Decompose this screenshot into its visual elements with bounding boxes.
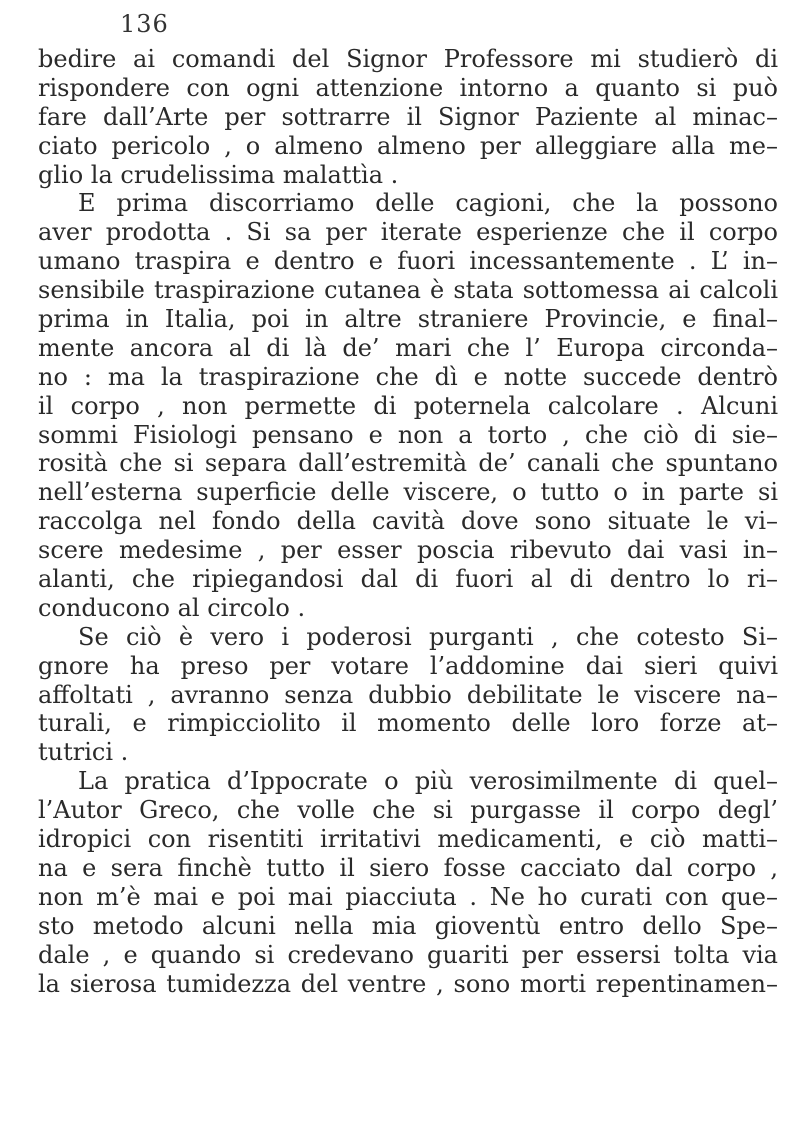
text-line: il corpo , non permette di poternela calcolare . Alcuni <box>38 391 778 420</box>
text-line: scere medesime , per esser poscia ribevuto dai vasi in– <box>38 536 778 565</box>
text-line: dale , e quando si credevano guariti per essersi tolta via <box>38 940 778 969</box>
text-line: gnore ha preso per votare l’addomine dai sieri quivi <box>38 651 778 680</box>
text-line: idropici con risentiti irritativi medicamenti, e ciò matti– <box>38 825 778 854</box>
text-line: umano traspira e dentro e fuori incessantemente . L’ in– <box>38 247 778 276</box>
text-line: alanti, che ripiegandosi dal di fuori al di dentro lo ri– <box>38 565 778 594</box>
text-line: bedire ai comandi del Signor Professore mi studierò di <box>38 45 778 73</box>
text-line: rosità che si separa dall’estremità de’ canali che spuntano <box>38 449 778 478</box>
page-number: 136 <box>120 10 169 38</box>
text-line: ciato pericolo , o almeno almeno per alleggiare alla me– <box>38 131 778 160</box>
text-line: non m’è mai e poi mai piacciuta . Ne ho curati con que– <box>38 882 778 911</box>
text-line: sto metodo alcuni nella mia gioventù entro dello Spe– <box>38 911 778 940</box>
body-text <box>38 45 778 998</box>
text-line: glio la crudelissima malattìa . <box>38 160 399 189</box>
text-line: rispondere con ogni attenzione intorno a quanto si può <box>38 73 778 102</box>
text-line: prima in Italia, poi in altre straniere Provincie, e final– <box>38 305 778 334</box>
text-line: turali, e rimpicciolito il momento delle loro forze at– <box>38 709 778 738</box>
text-line: la sierosa tumidezza del ventre , sono morti repentinamen– <box>38 969 778 998</box>
text-line: raccolga nel fondo della cavità dove sono situate le vi– <box>38 507 778 536</box>
text-line: mente ancora al di là de’ mari che l’ Europa circonda– <box>38 333 778 362</box>
text-line: no : ma la traspirazione che dì e notte succede dentrò <box>38 362 778 391</box>
text-line: affoltati , avranno senza dubbio debilitate le viscere na– <box>38 680 778 709</box>
text-line: Se ciò è vero i poderosi purganti , che cotesto Si– <box>78 622 778 651</box>
text-line: conducono al circolo . <box>38 593 306 622</box>
text-line: nell’esterna superficie delle viscere, o tutto o in parte si <box>38 478 778 507</box>
text-line: aver prodotta . Si sa per iterate esperienze che il corpo <box>38 218 778 247</box>
text-line: fare dall’Arte per sottrarre il Signor Paziente al minac– <box>38 102 778 131</box>
text-line: na e sera finchè tutto il siero fosse cacciato dal corpo , <box>38 853 778 882</box>
text-line: sommi Fisiologi pensano e non a torto , che ciò di sie– <box>38 420 778 449</box>
text-line: tutrici . <box>38 738 129 767</box>
text-line: La pratica d’Ippocrate o più verosimilmente di quel– <box>78 767 778 796</box>
text-line: E prima discorriamo delle cagioni, che la possono <box>78 189 778 218</box>
text-line: l’Autor Greco, che volle che si purgasse il corpo degl’ <box>38 796 778 825</box>
text-line: sensibile traspirazione cutanea è stata sottomessa ai calcoli <box>38 276 778 305</box>
